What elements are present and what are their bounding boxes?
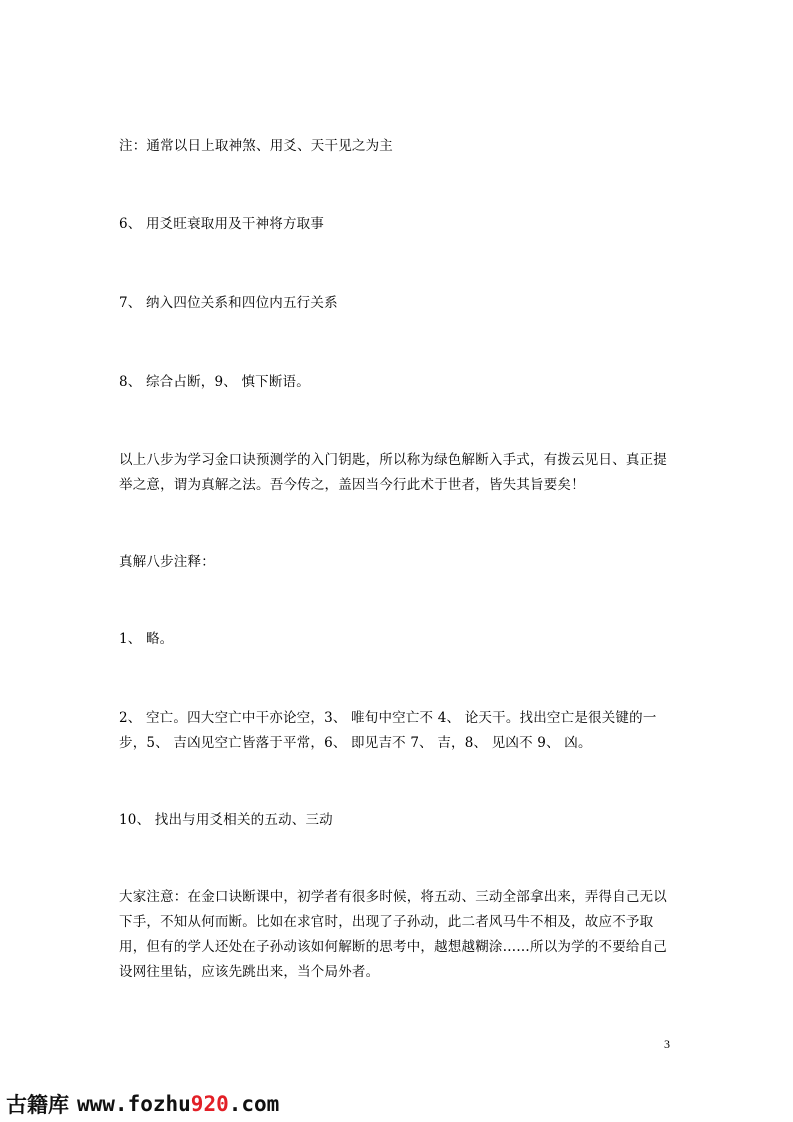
watermark-url	[77, 1092, 279, 1116]
section-heading: 真解八步注释：	[119, 554, 215, 570]
summary-paragraph: 以上八步为学习金口诀预测学的入门钥匙，所以称为绿色解断入手式，有拨云见日、真正提举之意，谓为真解之法。吾今传之，盖因当今行此术于世者，皆失其旨要矣！	[119, 452, 667, 493]
step-7-paragraph: 7、 纳入四位关系和四位内五行关系	[119, 295, 338, 311]
note-10-paragraph: 10、 找出与用爻相关的五动、三动	[119, 812, 333, 828]
note-paragraph: 注：通常以日上取神煞、用爻、天干见之为主	[119, 138, 393, 154]
page-number: 3	[664, 1037, 670, 1051]
attention-paragraph: 大家注意：在金口诀断课中，初学者有很多时候，将五动、三动全部拿出来，弄得自己无以下手，不知从何而断。比如在求官时，出现了子孙动，此二者风马牛不相及，故应不予取用，但有的学人还处在子孙动该如何解断的思考中，越想越糊涂……所以为学的不要给自己设网往里钻，应该先跳出来，当个局外者。	[119, 889, 667, 980]
watermark-url-prefix: www.fozhu	[77, 1092, 191, 1116]
step-8-9-paragraph: 8、 综合占断，9、 慎下断语。	[119, 374, 310, 390]
watermark-site-name: 古籍库	[6, 1093, 69, 1117]
note-2-paragraph: 2、 空亡。四大空亡中干亦论空，3、 唯旬中空亡不 4、 论天干。找出空亡是很关键的一步，5、 吉凶见空亡皆落于平常，6、 即见吉不 7、 吉，8、 见凶不 9、 凶。	[119, 710, 657, 751]
step-6-paragraph: 6、 用爻旺衰取用及干神将方取事	[119, 216, 325, 232]
watermark-url-accent: 920	[190, 1092, 229, 1116]
watermark-url-suffix: .com	[228, 1092, 280, 1116]
note-1-paragraph: 1、 略。	[119, 631, 174, 647]
site-watermark	[6, 1086, 279, 1122]
